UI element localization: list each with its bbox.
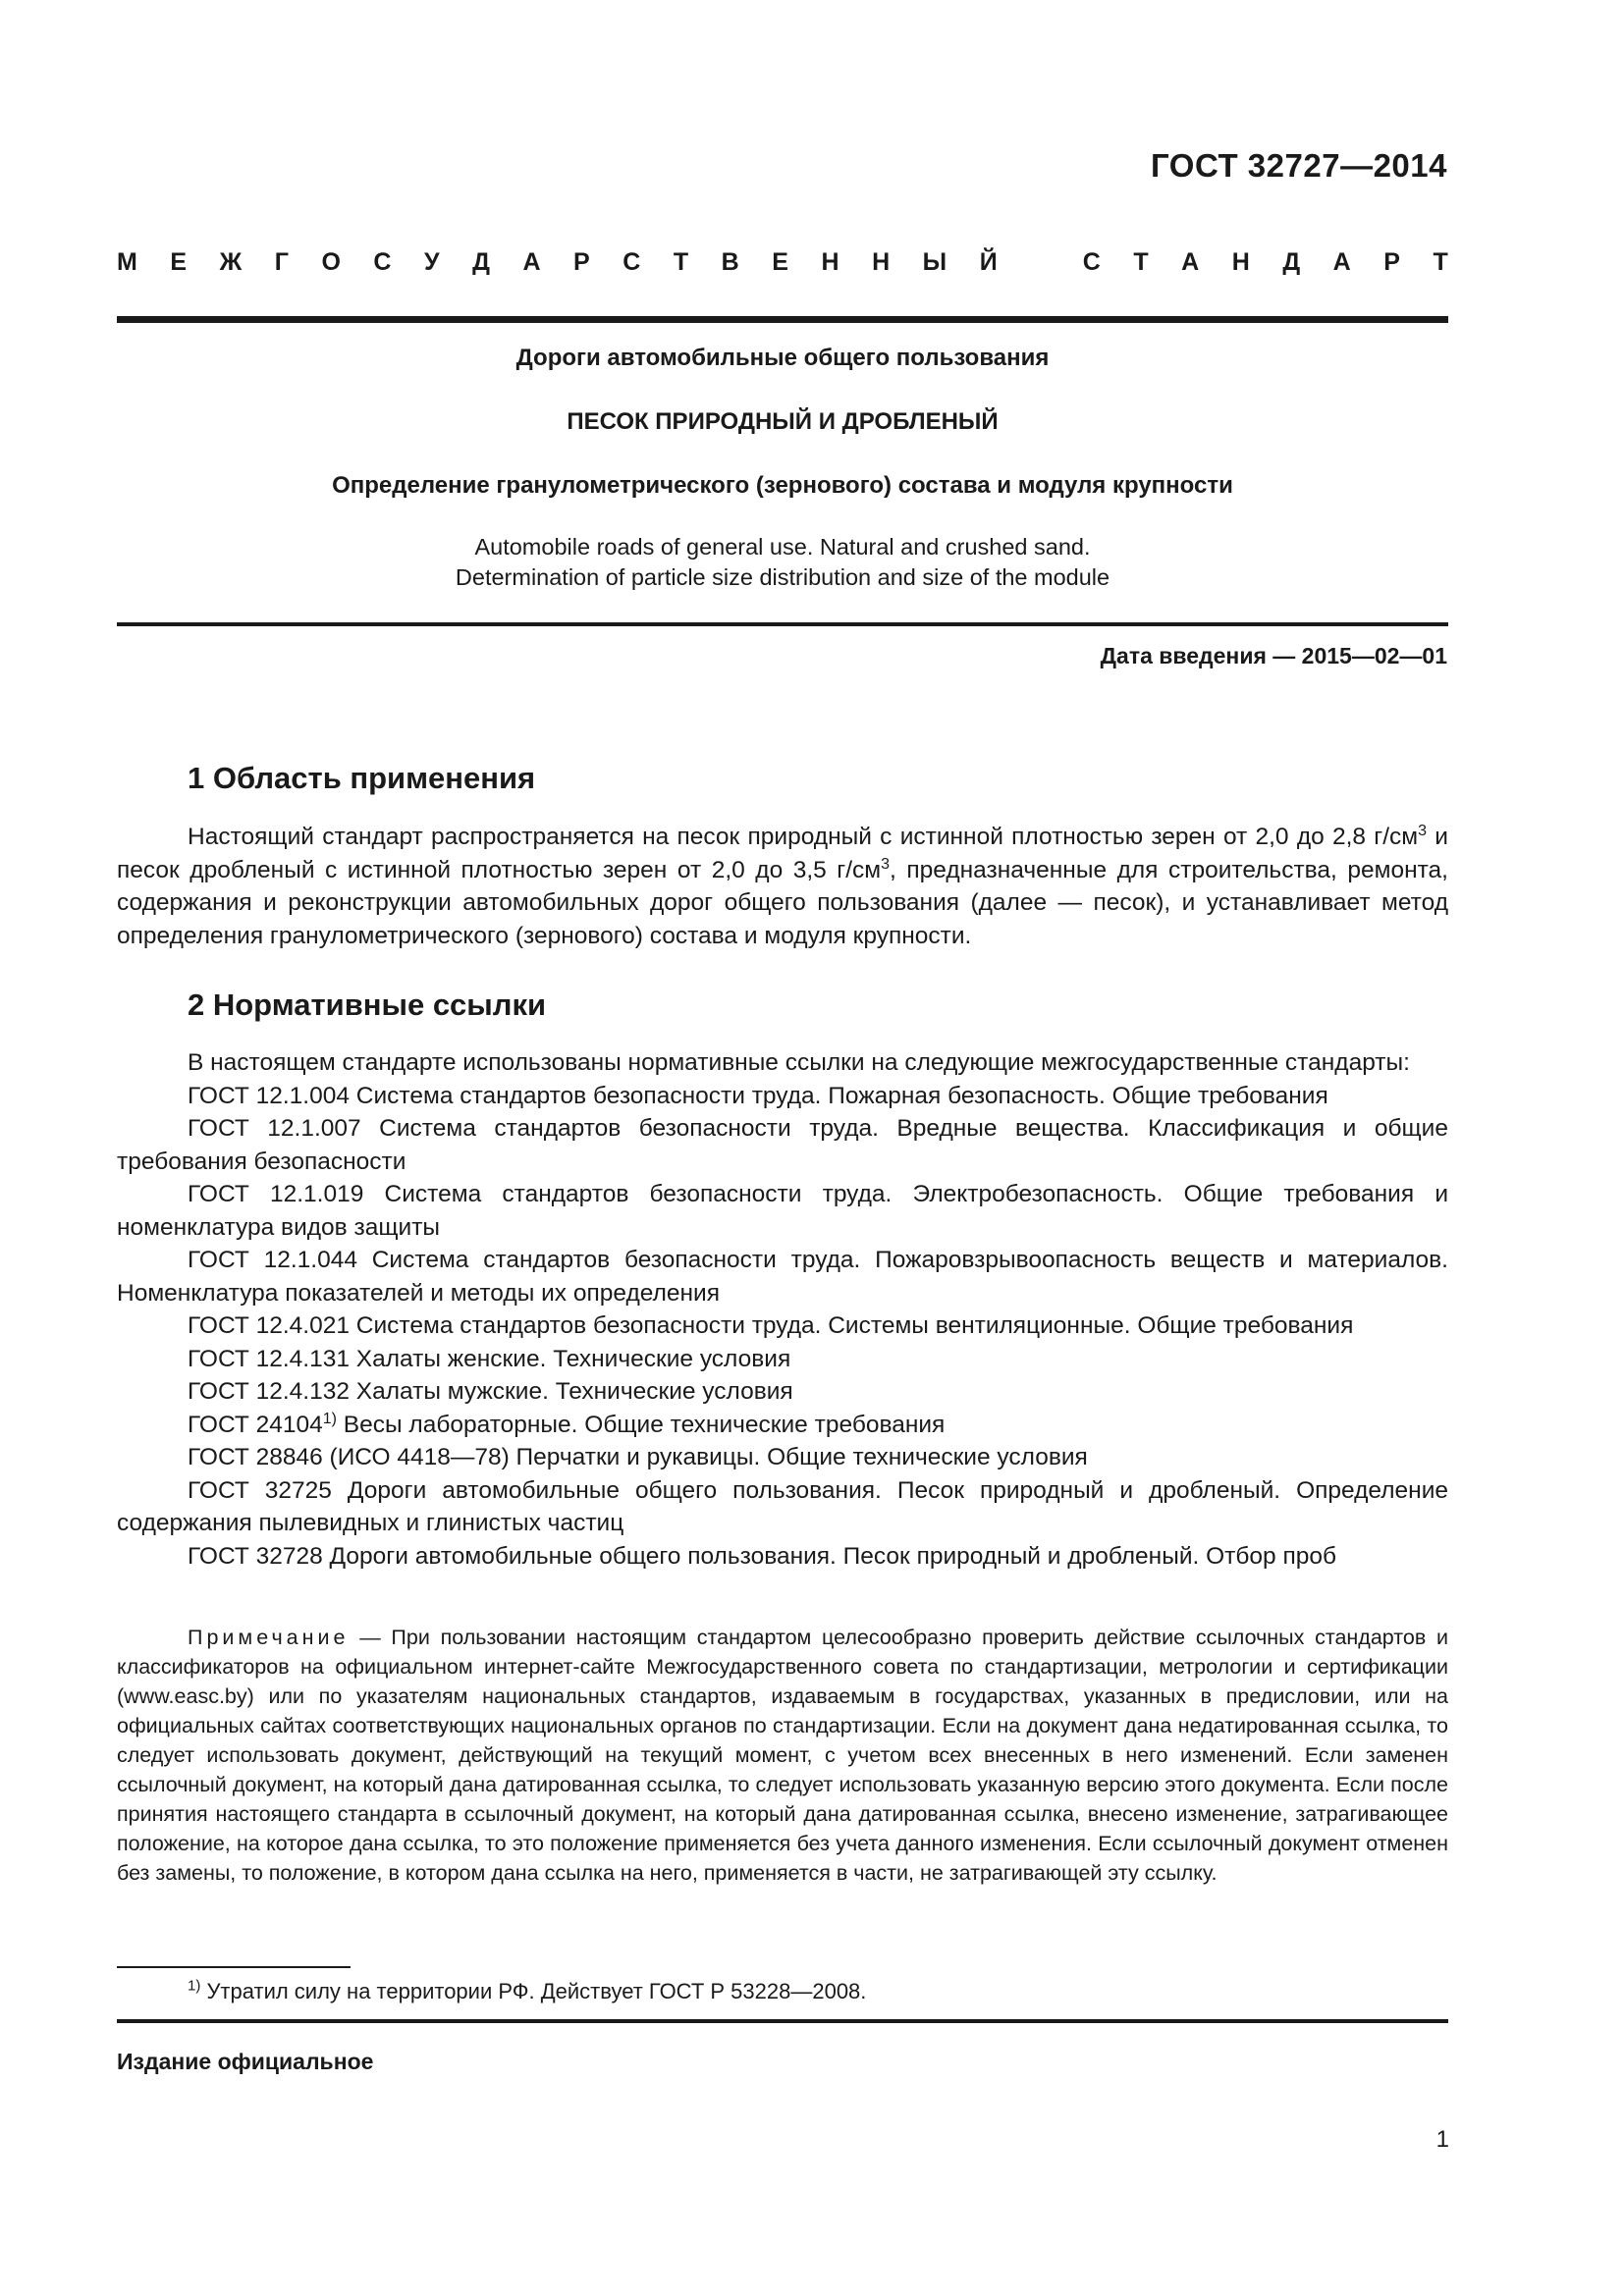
banner-letter: В — [721, 248, 739, 276]
banner-letter: О — [321, 248, 341, 276]
section2-heading: 2 Нормативные ссылки — [188, 988, 547, 1022]
banner-letter: С — [1082, 248, 1101, 276]
reference-item: ГОСТ 28846 (ИСО 4418—78) Перчатки и рукавицы. Общие технические условия — [188, 1444, 1088, 1470]
banner-letter: Т — [1433, 248, 1448, 276]
banner-letter: Ы — [922, 248, 947, 276]
banner-gap — [1030, 248, 1050, 277]
note-label: Примечание — [188, 1626, 350, 1649]
reference-item: ГОСТ 12.1.044 Система стандартов безопасности труда. Пожаровзрывоопасность веществ и материалов. Номенклатура показателей и методы их определения — [117, 1247, 1448, 1307]
banner-letter: А — [1181, 248, 1200, 276]
footnote — [188, 1979, 866, 2004]
reference-item: ГОСТ 32725 Дороги автомобильные общего пользования. Песок природный и дробленый. Определение содержания пылевидных и глинистых частиц — [117, 1476, 1448, 1536]
section1-sup2: 3 — [881, 855, 891, 873]
banner-letter: Й — [979, 248, 998, 276]
official-edition-label: Издание официальное — [117, 2049, 374, 2074]
reference-item: ГОСТ 12.4.132 Халаты мужские. Технические условия — [188, 1378, 793, 1405]
gost-number: ГОСТ 32727—2014 — [1151, 147, 1447, 184]
banner-letter: М — [117, 248, 137, 276]
banner-letter: А — [522, 248, 541, 276]
banner-letter: Д — [472, 248, 490, 276]
banner-letter: У — [424, 248, 440, 276]
reference-item: ГОСТ 12.4.131 Халаты женские. Технические условия — [188, 1345, 791, 1372]
title-roads: Дороги автомобильные общего пользования — [515, 345, 1050, 371]
banner-letter: А — [1332, 248, 1351, 276]
reference-item: ГОСТ 12.1.007 Система стандартов безопасности труда. Вредные вещества. Классификация и общие требования безопасности — [117, 1115, 1448, 1175]
banner-letter: Т — [1133, 248, 1149, 276]
banner-letter: Т — [673, 248, 689, 276]
interstate-standard-banner — [117, 248, 1448, 277]
reference-item: ГОСТ 12.1.004 Система стандартов безопасности труда. Пожарная безопасность. Общие требования — [188, 1082, 1328, 1109]
footnote-text: Утратил силу на территории РФ. Действует ГОСТ Р 53228—2008. — [200, 1979, 867, 2003]
banner-letter: Е — [170, 248, 188, 276]
section1-text-part2: и песок дробленый с истинной плотностью зерен от 2,0 до 3,5 г/см — [117, 824, 1448, 883]
references-intro: В настоящем стандарте использованы нормативные ссылки на следующие межгосударственные стандарты: — [188, 1049, 1410, 1076]
banner-letter: Е — [772, 248, 788, 276]
top-rule — [117, 316, 1448, 323]
reference-item: ГОСТ 12.1.019 Система стандартов безопасности труда. Электробезопасность. Общие требования и номенклатура видов защиты — [117, 1181, 1448, 1241]
english-title-line1: Automobile roads of general use. Natural and crushed sand. — [474, 534, 1091, 560]
note-paragraph — [117, 1623, 1448, 1888]
banner-letter: Р — [573, 248, 590, 276]
footnote-mark: 1) — [188, 1977, 201, 1995]
footnote-rule — [117, 1966, 351, 1968]
section1-paragraph — [117, 821, 1448, 952]
note-text: — При пользовании настоящим стандартом целесообразно проверить действие ссылочных стандартов и классификаторов на официальном интернет-сайте Межгосударственного совета по стандартизации, метрологии и сертификации (www.easc.by) или по указателям национальных стандартов, издаваемым в государствах, указанных в предисловии, или на официальных сайтах соответствующих национальных органов по стандартизации. Если на документ дана недатированная ссылка, то следует использовать документ, действующий на текущий момент, с учетом всех внесенных в него изменений. Если заменен ссылочный документ, на который дана датированная ссылка, то следует использовать указанную версию этого документа. Если после принятия настоящего стандарта в ссылочный документ, на который дана датированная ссылка, внесено изменение, затрагивающее положение, на которое дана ссылка, то это положение применяется без учета данного изменения. Если ссылочный документ отменен без замены, то положение, в котором дана ссылка на него, применяется в части, не затрагивающей эту ссылку. — [117, 1626, 1448, 1885]
banner-letter: Р — [1383, 248, 1400, 276]
bottom-rule — [117, 2019, 1448, 2023]
banner-letter: Н — [1231, 248, 1250, 276]
title-sand: ПЕСОК ПРИРОДНЫЙ И ДРОБЛЕНЫЙ — [567, 408, 999, 435]
footnote-marker: 1) — [322, 1410, 337, 1427]
banner-letter: Д — [1282, 248, 1301, 276]
english-title-line2: Determination of particle size distribution and size of the module — [455, 564, 1110, 590]
introduction-date: Дата введения — 2015—02—01 — [1100, 643, 1447, 668]
banner-letter: С — [623, 248, 641, 276]
banner-letter: Н — [821, 248, 839, 276]
section1-text-part1: Настоящий стандарт распространяется на песок природный с истинной плотностью зерен от 2,0 до 2,8 г/см — [188, 824, 1419, 850]
banner-letter: Н — [872, 248, 891, 276]
section1-text-part3: , предназначенные для строительства, ремонта, содержания и реконструкции автомобильных дорог общего пользования (далее — песок), и устанавливает метод определения гранулометрического (зернового) состава и модуля крупности. — [117, 856, 1448, 949]
banner-letter: С — [373, 248, 392, 276]
section1-sup1: 3 — [1418, 822, 1428, 839]
normative-references — [117, 1046, 1448, 1573]
page-number: 1 — [1435, 2126, 1449, 2153]
reference-item: ГОСТ 12.4.021 Система стандартов безопасности труда. Системы вентиляционные. Общие требования — [188, 1312, 1354, 1339]
reference-item: ГОСТ 24104$^{1)}$ Весы лабораторные. Общие технические требования — [188, 1410, 946, 1438]
section1-heading: 1 Область применения — [188, 761, 536, 795]
banner-letter: Г — [274, 248, 289, 276]
banner-letter: Ж — [219, 248, 243, 276]
reference-item: ГОСТ 32728 Дороги автомобильные общего пользования. Песок природный и дробленый. Отбор проб — [188, 1542, 1337, 1570]
title-determination: Определение гранулометрического (зернового) состава и модуля крупности — [332, 472, 1233, 499]
middle-rule — [117, 622, 1448, 626]
